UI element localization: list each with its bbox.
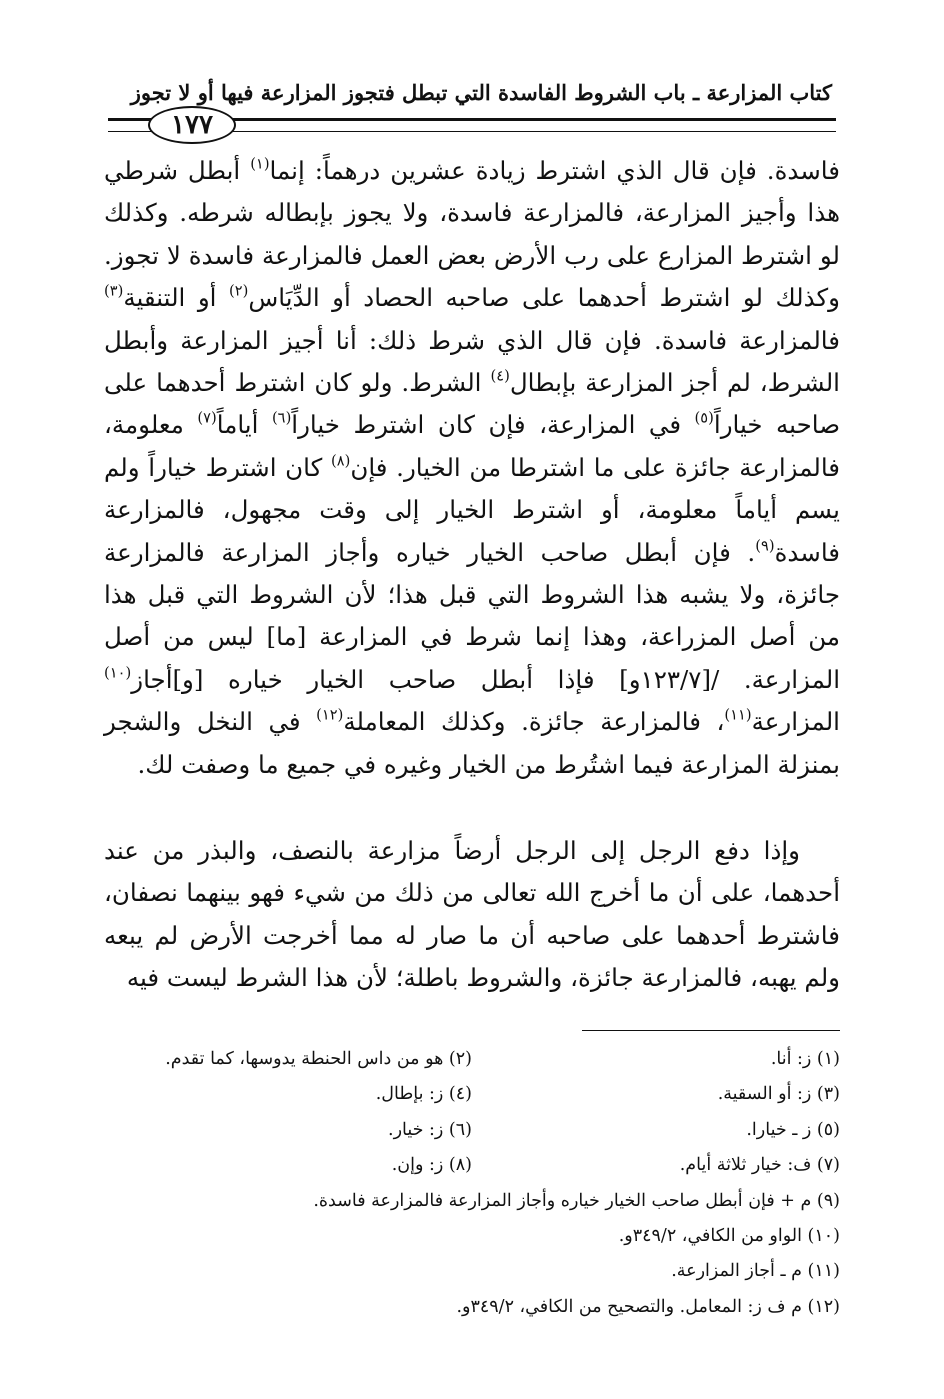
footnote-ref-2: (٢) bbox=[228, 282, 249, 300]
footnote-ref-5: (٥) bbox=[694, 410, 714, 428]
footnote-separator bbox=[582, 1030, 840, 1031]
footnote-ref-7: (٧) bbox=[197, 410, 217, 428]
running-title: كتاب المزارعة ـ باب الشروط الفاسدة التي تبطل فتجوز المزارعة فيها أو لا تجوز bbox=[130, 80, 832, 105]
footnote-4: (٤) ز: بإطال. bbox=[375, 1084, 472, 1105]
paragraph-2-text: وإذا دفع الرجل إلى الرجل أرضاً مزارعة بالنصف، والبذر من عند أحدهما، على أن ما أخرج الله تعالى من ذلك من شيء فهو بينهما نصفان، فاشترط أحدهما على صاحبه أن ما صار له مما أخرجت الأرض لم يبعه ولم يهبه، فالمزارعة جائزة، والشروط باطلة؛ لأن هذا الشرط ليست فيه bbox=[104, 836, 840, 993]
footnote-ref-9: (٩) bbox=[755, 537, 775, 555]
footnote-ref-12: (١٢) bbox=[316, 707, 344, 724]
footnote-7: (٧) ف: خيار ثلاثة أيام. bbox=[679, 1155, 840, 1176]
footnote-ref-6: (٦) bbox=[271, 410, 292, 428]
main-paragraph-1 bbox=[104, 150, 840, 786]
footnote-8: (٨) ز: وإن. bbox=[391, 1155, 472, 1176]
footnote-ref-1: (١) bbox=[250, 155, 270, 173]
footnotes bbox=[104, 1042, 840, 1325]
footnote-12: (١٢) م ف ز: المعامل. والتصحيح من الكافي، ٣٤٩/٢و. bbox=[456, 1296, 840, 1317]
footnote-6: (٦) ز: خيار. bbox=[388, 1119, 472, 1140]
footnote-11: (١١) م ـ أجاز المزارعة. bbox=[671, 1261, 840, 1282]
footnote-1: (١) ز: أنا. bbox=[770, 1049, 840, 1069]
footnote-ref-11: (١١) bbox=[724, 707, 752, 724]
footnote-5: (٥) ز ـ خيارا. bbox=[746, 1119, 840, 1140]
footnote-row bbox=[104, 1042, 840, 1077]
footnote-10: (١٠) الواو من الكافي، ٣٤٩/٢و. bbox=[618, 1225, 840, 1246]
footnote-ref-8: (٨) bbox=[330, 452, 351, 470]
footnote-3: (٣) ز: أو السقية. bbox=[717, 1084, 840, 1105]
footnote-row bbox=[104, 1077, 840, 1112]
footnote-9: (٩) م + فإن أبطل صاحب الخيار خياره وأجاز المزارعة فالمزارعة فاسدة. bbox=[313, 1190, 840, 1211]
page-number: ١٧٧ bbox=[148, 106, 236, 144]
footnote-row bbox=[104, 1113, 840, 1148]
paragraph-1-text: فاسدة. فإن قال الذي اشترط زيادة عشرين درهماً: إنما$^{(١)}$ أبطل شرطي هذا وأجيز المزارعة، فالمزارعة فاسدة، ولا يجوز بإبطاله شرطه. وكذلك لو اشترط المزارع على رب الأرض بعض العمل فالمزارعة فاسدة لا تجوز. وكذلك لو اشترط أحدهما على صاحبه الحصاد أو الدِّيَاس$^{(٢)}$ أو التنقية$^{(٣)}$ فالمزارعة فاسدة. فإن قال الذي شرط ذلك: أنا أجيز المزارعة وأبطل الشرط، لم أجز المزارعة بإبطال$^{(٤)}$ الشرط. ولو كان اشترط أحدهما على صاحبه خياراً$^{(٥)}$ في المزارعة، فإن كان اشترط خياراً$^{(٦)}$ أياماً$^{(٧)}$ معلومة، فالمزارعة جائزة على ما اشترطا من الخيار. فإن$^{(٨)}$ كان اشترط خياراً ولم يسم أياماً معلومة، أو اشترط الخيار إلى وقت مجهول، فالمزارعة فاسدة$^{(٩)}$. فإن أبطل صاحب الخيار خياره وأجاز المزارعة فالمزارعة جائزة، ولا يشبه هذا الشروط التي قبل هذا؛ لأن الشروط التي قبل هذا من أصل المزراعة، وهذا إنما شرط في المزارعة [ما] ليس من أصل المزارعة. /[١٢٣/٧و] فإذا أبطل صاحب الخيار خياره [و]أجاز$^{(١٠)}$ المزارعة$^{(١١)}$، فالمزارعة جائزة. وكذلك المعاملة$^{(١٢)}$ في النخل والشجر بمنزلة المزارعة فيما اشتُرط من الخيار وغيره في جميع ما وصفت لك. bbox=[104, 155, 841, 779]
footnote-ref-3: (٣) bbox=[104, 282, 124, 300]
footnote-2: (٢) هو من داس الحنطة يدوسها، كما تقدم. bbox=[165, 1049, 472, 1069]
footnote-row bbox=[104, 1148, 840, 1183]
main-paragraph-2 bbox=[104, 830, 840, 1000]
footnote-ref-4: (٤) bbox=[490, 367, 510, 385]
footnote-ref-10: (١٠) bbox=[104, 664, 132, 682]
